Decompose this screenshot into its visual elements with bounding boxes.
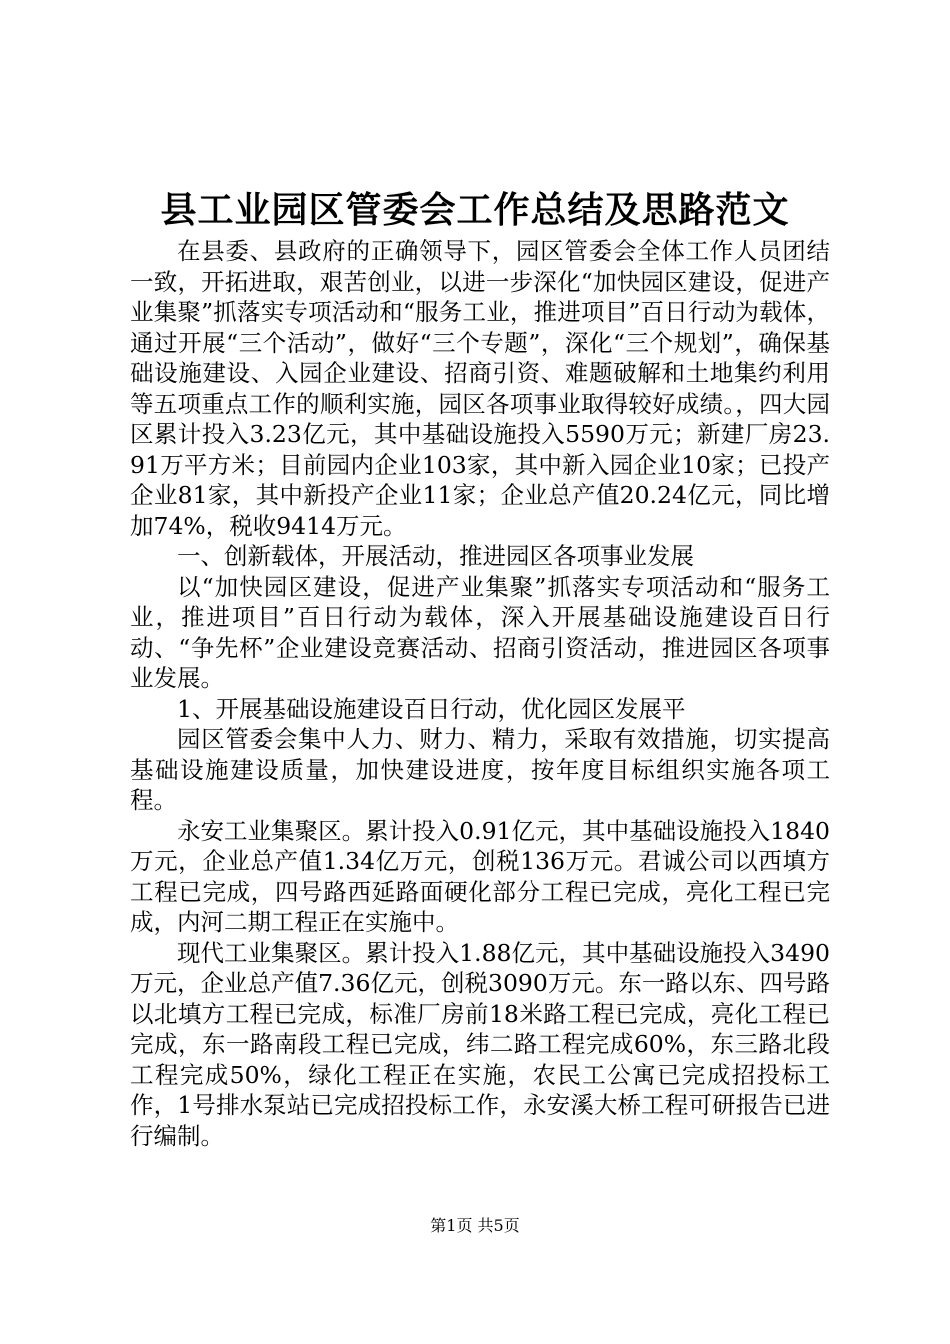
section-heading-1: 一、创新载体，开展活动，推进园区各项事业发展 [177, 542, 694, 570]
subsection-heading-1: 1、开展基础设施建设百日行动，优化园区发展平 [177, 694, 686, 723]
intro-paragraph: 在县委、县政府的正确领导下，园区管委会全体工作人员团结一致，开拓进取，艰苦创业，以进一步深化“加快园区建设，促进产业集聚”抓落实专项活动和“服务工业，推进项目”百日行动为载体，通过开展“三个活动”，做好“三个专题”，深化“三个规划”，确保基础设施建设、入园企业建设、招商引资、难题破解和土地集约利用等五项重点工作的顺利实施，园区各项事业取得较好成绩。，四大园区累计投入3.23亿元，其中基础设施投入5590万元；新建厂房23.91万平方米；目前园内企业103家，其中新入园企业10家；已投产企业81家，其中新投产企业11家；企业总产值20.24亿元，同比增加74%，税收9414万元。 [130, 237, 830, 540]
modern-zone-paragraph: 现代工业集聚区。累计投入1.88亿元，其中基础设施投入3490万元，企业总产值7.36亿元，创税3090万元。东一路以东、四号路以北填方工程已完成，标准厂房前18米路工程已完成，亮化工程已完成，东一路南段工程已完成，纬二路工程完成60%，东三路北段工程完成50%，绿化工程正在实施，农民工公寓已完成招投标工作，1号排水泵站已完成招投标工作，永安溪大桥工程可研报告已进行编制。 [130, 938, 830, 1150]
section-paragraph-1: 以“加快园区建设，促进产业集聚”抓落实专项活动和“服务工业，推进项目”百日行动为载体，深入开展基础设施建设百日行动、“争先杯”企业建设竞赛活动、招商引资活动，推进园区各项事业发展。 [130, 572, 830, 692]
document-body [130, 236, 830, 1151]
subsection-paragraph-1: 园区管委会集中人力、财力、精力，采取有效措施，切实提高基础设施建设质量，加快建设进度，按年度目标组织实施各项工程。 [130, 725, 830, 814]
yongan-zone-paragraph: 永安工业集聚区。累计投入0.91亿元，其中基础设施投入1840万元，企业总产值1.34亿万元，创税136万元。君诚公司以西填方工程已完成，四号路西延路面硬化部分工程已完成，亮化工程已完成，内河二期工程正在实施中。 [130, 816, 830, 936]
document-title: 县工业园区管委会工作总结及思路范文 [160, 189, 790, 231]
page-number-footer: 第1页 共5页 [430, 1216, 520, 1235]
